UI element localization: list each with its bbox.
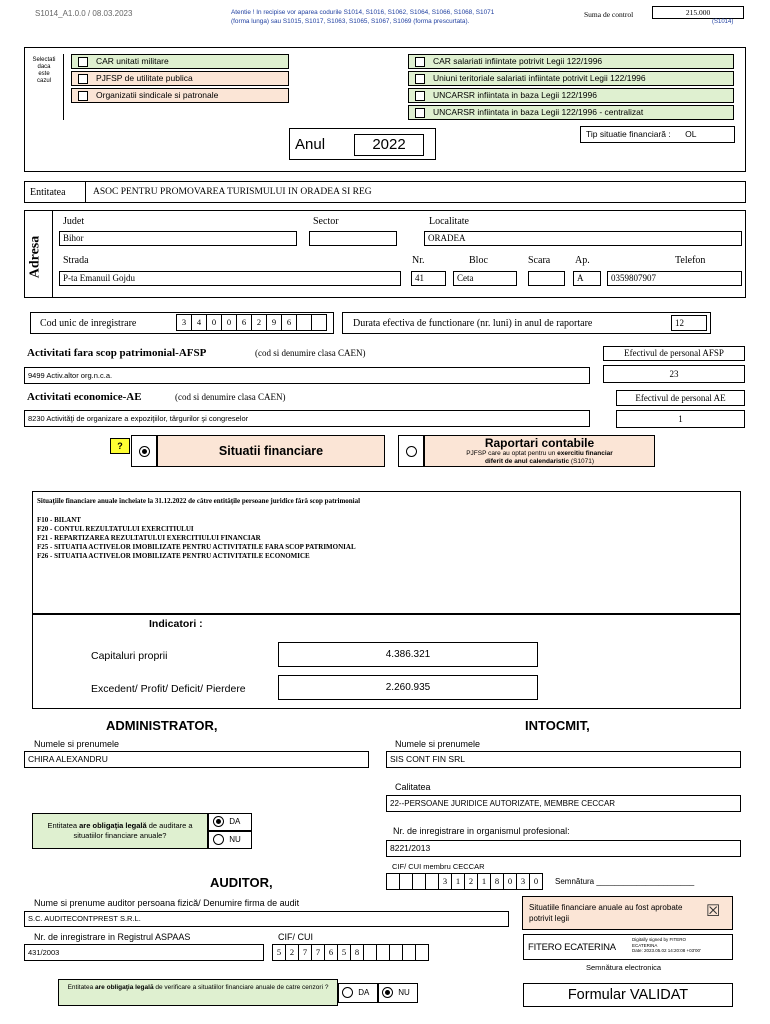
digit-cell[interactable]: 1 bbox=[451, 874, 464, 889]
digit-cell[interactable]: 2 bbox=[251, 315, 266, 330]
auditor-cif-digits[interactable] bbox=[272, 944, 429, 961]
afsp-staff-label-box: Efectivul de personal AFSP bbox=[603, 346, 745, 361]
digit-cell[interactable]: 0 bbox=[503, 874, 516, 889]
year-block bbox=[289, 128, 436, 160]
sector-label: Sector bbox=[313, 216, 339, 227]
aspaas-reg-field[interactable]: 431/2003 bbox=[24, 944, 264, 961]
checksum-box bbox=[652, 6, 744, 19]
administrator-title: ADMINISTRATOR, bbox=[106, 718, 218, 733]
digit-cell[interactable]: 8 bbox=[490, 874, 503, 889]
digit-cell[interactable]: 6 bbox=[236, 315, 251, 330]
nr-field[interactable]: 41 bbox=[411, 271, 446, 286]
bloc-field[interactable]: Ceta bbox=[453, 271, 517, 286]
approved-box bbox=[522, 896, 733, 930]
rc-option[interactable] bbox=[424, 435, 655, 467]
checkbox-icon[interactable] bbox=[78, 57, 88, 67]
checkbox-icon[interactable] bbox=[415, 91, 425, 101]
digit-cell[interactable] bbox=[399, 874, 412, 889]
digit-cell[interactable]: 4 bbox=[191, 315, 206, 330]
checkbox-uncarsr-central[interactable]: UNCARSR infiintata in baza Legii 122/1996 - centralizat bbox=[408, 105, 734, 120]
judet-field[interactable]: Bihor bbox=[59, 231, 297, 246]
checkbox-uncarsr[interactable]: UNCARSR infiintata in baza Legii 122/1996 bbox=[408, 88, 734, 103]
localitate-field[interactable]: ORADEA bbox=[424, 231, 742, 246]
checkbox-icon[interactable] bbox=[78, 74, 88, 84]
checkbox-car-military[interactable]: CAR unitati militare bbox=[71, 54, 289, 69]
form-code: S1014_A1.0.0 / 08.03.2023 bbox=[35, 9, 133, 18]
address-section bbox=[24, 210, 746, 298]
digit-cell[interactable]: 1 bbox=[477, 874, 490, 889]
intocmit-title: INTOCMIT, bbox=[525, 718, 590, 733]
notice-line1: Atentie ! In recipise vor aparea codurile S1014, S1016, S1062, S1064, S1066, S1068, S1071 bbox=[231, 9, 495, 16]
digit-cell[interactable]: 0 bbox=[221, 315, 236, 330]
censor-no-option[interactable]: NU bbox=[378, 983, 418, 1003]
quality-label: Calitatea bbox=[395, 782, 431, 792]
rc-title: Raportari contabile bbox=[484, 436, 595, 450]
duration-label: Durata efectiva de functionare (nr. luni) in anul de raportare bbox=[353, 318, 593, 329]
checkbox-union[interactable]: Organizatii sindicale si patronale bbox=[71, 88, 289, 103]
statements-intro: Situaţiile financiare anuale încheiate la 31.12.2022 de către entităţile persoane juridice fără scop patrimonial bbox=[37, 497, 361, 505]
digit-cell[interactable] bbox=[376, 945, 389, 960]
auditor-cif-label: CIF/ CUI bbox=[278, 932, 313, 942]
digit-cell[interactable] bbox=[386, 874, 399, 889]
entity-label: Entitatea bbox=[30, 187, 66, 198]
equity-label: Capitaluri proprii bbox=[91, 650, 168, 662]
digit-cell[interactable] bbox=[415, 945, 428, 960]
sector-field[interactable] bbox=[309, 231, 397, 246]
profit-label: Excedent/ Profit/ Deficit/ Pierdere bbox=[91, 683, 246, 695]
digit-cell[interactable] bbox=[389, 945, 402, 960]
cui-digits[interactable] bbox=[176, 314, 327, 331]
rc-desc-line2: diferit de anul calendaristic (S1071) bbox=[484, 458, 595, 465]
scara-field[interactable] bbox=[528, 271, 565, 286]
ae-staff-field[interactable]: 1 bbox=[616, 410, 745, 428]
digit-cell[interactable]: 9 bbox=[266, 315, 281, 330]
afsp-staff-field[interactable]: 23 bbox=[603, 365, 745, 383]
checkbox-icon[interactable] bbox=[415, 74, 425, 84]
digit-cell[interactable]: 5 bbox=[272, 945, 285, 960]
statement-item: F10 - BILANT bbox=[37, 516, 81, 524]
indicators-box bbox=[32, 614, 741, 709]
help-button[interactable]: ? bbox=[110, 438, 130, 454]
profit-field[interactable]: 2.260.935 bbox=[278, 675, 538, 700]
digit-cell[interactable]: 0 bbox=[206, 315, 221, 330]
localitate-label: Localitate bbox=[429, 216, 469, 227]
entity-row bbox=[24, 181, 746, 203]
audit-obligation: Entitatea are obligaţia legală de auditare a situatiilor financiare anuale? bbox=[32, 813, 208, 849]
signature-caption: Semnătura electronica bbox=[586, 963, 662, 972]
digit-cell[interactable]: 3 bbox=[516, 874, 529, 889]
fin-type-label: Tip situatie financiară : bbox=[586, 129, 671, 139]
scara-label: Scara bbox=[528, 255, 551, 266]
ceccar-cif-label: CIF/ CUI membru CECCAR bbox=[392, 862, 485, 871]
select-divider bbox=[63, 54, 64, 120]
nr-label: Nr. bbox=[412, 255, 425, 266]
censor-yes-radio[interactable] bbox=[342, 987, 353, 998]
intocmit-name-field[interactable]: SIS CONT FIN SRL bbox=[386, 751, 741, 768]
entity-divider bbox=[85, 182, 86, 202]
audit-yes-radio[interactable] bbox=[213, 816, 224, 827]
address-label: Adresa bbox=[27, 235, 43, 279]
select-label: Selectati daca este cazul bbox=[32, 57, 56, 84]
ceccar-cif-digits[interactable] bbox=[386, 873, 543, 890]
digit-cell[interactable] bbox=[296, 315, 311, 330]
validation-status: Formular VALIDAT bbox=[523, 983, 733, 1007]
approved-text: Situatiile financiare anuale au fost aprobate potrivit legii bbox=[529, 903, 683, 923]
checkbox-icon[interactable] bbox=[78, 91, 88, 101]
e-signature bbox=[523, 934, 733, 960]
signature-details: Digitally signed by FITERO ECATERINA Date: 2023.05.02 14:20:08 +03'00' bbox=[632, 937, 701, 953]
duration-block bbox=[342, 312, 711, 334]
year-label: Anul bbox=[295, 136, 326, 153]
ap-field[interactable]: A bbox=[573, 271, 601, 286]
auditor-name-label: Nume si prenume auditor persoana fizică/ Denumire firma de audit bbox=[34, 898, 300, 908]
ae-field[interactable]: 8230 Activităţi de organizare a expoziţiilor, târgurilor şi congreselor bbox=[24, 410, 590, 427]
statement-item: F26 - SITUATIA ACTIVELOR IMOBILIZATE PENTRU ACTIVITATILE ECONOMICE bbox=[37, 552, 310, 560]
censor-yes-option[interactable]: DA bbox=[338, 983, 378, 1003]
digit-cell[interactable]: 2 bbox=[464, 874, 477, 889]
digit-cell[interactable] bbox=[311, 315, 326, 330]
digit-cell[interactable]: 6 bbox=[281, 315, 296, 330]
checksum-value: 215.000 bbox=[685, 8, 711, 17]
ae-staff-label-box: Efectivul de personal AE bbox=[616, 390, 745, 406]
checkbox-car-employees[interactable]: CAR salariati infiintate potrivit Legii 122/1996 bbox=[408, 54, 734, 69]
afsp-title: Activitati fara scop patrimonial-AFSP bbox=[27, 347, 207, 359]
checksum-code: (S1014) bbox=[712, 19, 734, 25]
ae-title: Activitati economice-AE bbox=[27, 391, 142, 403]
rc-desc-line1: PJFSP care au optat pentru un exercitiu financiar bbox=[466, 450, 613, 457]
equity-field[interactable]: 4.386.321 bbox=[278, 642, 538, 667]
digit-cell[interactable] bbox=[412, 874, 425, 889]
judet-label: Judet bbox=[63, 216, 85, 227]
rc-radio-box[interactable] bbox=[398, 435, 424, 467]
digit-cell[interactable]: 8 bbox=[350, 945, 363, 960]
checksum-label: Suma de control bbox=[584, 10, 634, 19]
digit-cell[interactable] bbox=[363, 945, 376, 960]
fin-type-block bbox=[580, 126, 735, 143]
sf-radio-box[interactable] bbox=[131, 435, 157, 467]
notice-line2: (forma lunga) sau S1015, S1017, S1063, S1065, S1067, S1069 (forma prescurtata). bbox=[231, 18, 470, 25]
afsp-field[interactable]: 9499 Activ.altor org.n.c.a. bbox=[24, 367, 590, 384]
statement-item: F20 - CONTUL REZULTATULUI EXERCITIULUI bbox=[37, 525, 194, 533]
indicators-title: Indicatori : bbox=[149, 618, 203, 630]
statements-box bbox=[32, 491, 741, 614]
intocmit-name-label: Numele si prenumele bbox=[395, 739, 481, 749]
prof-reg-field[interactable]: 8221/2013 bbox=[386, 840, 741, 857]
sf-radio[interactable] bbox=[139, 446, 150, 457]
auditor-title: AUDITOR, bbox=[210, 875, 273, 890]
statement-item: F25 - SITUATIA ACTIVELOR IMOBILIZATE PENTRU ACTIVITATILE FARA SCOP PATRIMONIAL bbox=[37, 543, 356, 551]
audit-no-radio[interactable] bbox=[213, 834, 224, 845]
cui-block bbox=[30, 312, 334, 334]
aspaas-reg-label: Nr. de inregistrare in Registrul ASPAAS bbox=[34, 932, 191, 942]
digit-cell[interactable] bbox=[425, 874, 438, 889]
bloc-label: Bloc bbox=[469, 255, 488, 266]
telefon-field[interactable]: 0359807907 bbox=[607, 271, 742, 286]
digit-cell[interactable]: 3 bbox=[176, 315, 191, 330]
sf-option[interactable]: Situatii financiare bbox=[157, 435, 385, 467]
checkbox-icon[interactable] bbox=[415, 57, 425, 67]
checkbox-pjfsp-public[interactable]: PJFSP de utilitate publica bbox=[71, 71, 289, 86]
year-field[interactable]: 2022 bbox=[354, 134, 424, 156]
approved-checkbox-icon[interactable]: ☒ bbox=[706, 903, 721, 920]
admin-name-field[interactable]: CHIRA ALEXANDRU bbox=[24, 751, 369, 768]
address-divider bbox=[52, 211, 53, 297]
auditor-name-field[interactable]: S.C. AUDITECONTPREST S.R.L. bbox=[24, 911, 509, 927]
strada-field[interactable]: P-ta Emanuil Gojdu bbox=[59, 271, 401, 286]
censor-obligation: Entitatea are obligaţia legală de verificare a situatiilor financiare anuale de catre cenzori ? bbox=[58, 979, 338, 1006]
ap-label: Ap. bbox=[575, 255, 590, 266]
digit-cell[interactable]: 2 bbox=[285, 945, 298, 960]
strada-label: Strada bbox=[63, 255, 89, 266]
audit-yes-option[interactable]: DA bbox=[208, 813, 252, 831]
digit-cell[interactable]: 0 bbox=[529, 874, 542, 889]
censor-no-radio[interactable] bbox=[382, 987, 393, 998]
fin-type-value[interactable]: OL bbox=[685, 129, 697, 139]
cui-label: Cod unic de inregistrare bbox=[40, 318, 137, 329]
admin-name-label: Numele si prenumele bbox=[34, 739, 120, 749]
telefon-label: Telefon bbox=[675, 255, 706, 266]
digit-cell[interactable]: 3 bbox=[438, 874, 451, 889]
quality-field[interactable]: 22--PERSOANE JURIDICE AUTORIZATE, MEMBRE CECCAR bbox=[386, 795, 741, 812]
digit-cell[interactable]: 7 bbox=[298, 945, 311, 960]
digit-cell[interactable] bbox=[402, 945, 415, 960]
digit-cell[interactable]: 5 bbox=[337, 945, 350, 960]
checkbox-icon[interactable] bbox=[415, 108, 425, 118]
top-section bbox=[24, 47, 746, 172]
sign-label: Semnătura ______________________ bbox=[555, 877, 695, 886]
ae-subtitle: (cod si denumire clasa CAEN) bbox=[175, 392, 286, 402]
entity-value[interactable]: ASOC PENTRU PROMOVAREA TURISMULUI IN ORADEA SI REG bbox=[93, 187, 372, 197]
rc-radio[interactable] bbox=[406, 446, 417, 457]
prof-reg-label: Nr. de inregistrare in organismul profesional: bbox=[393, 826, 570, 836]
statement-item: F21 - REPARTIZAREA REZULTATULUI EXERCITIULUI FINANCIAR bbox=[37, 534, 261, 542]
signer-name: FITERO ECATERINA bbox=[528, 942, 616, 953]
duration-field[interactable]: 12 bbox=[671, 315, 707, 331]
audit-no-option[interactable]: NU bbox=[208, 831, 252, 849]
digit-cell[interactable]: 7 bbox=[311, 945, 324, 960]
digit-cell[interactable]: 6 bbox=[324, 945, 337, 960]
checkbox-territorial-unions[interactable]: Uniuni teritoriale salariati infiintate potrivit Legii 122/1996 bbox=[408, 71, 734, 86]
afsp-subtitle: (cod si denumire clasa CAEN) bbox=[255, 348, 366, 358]
